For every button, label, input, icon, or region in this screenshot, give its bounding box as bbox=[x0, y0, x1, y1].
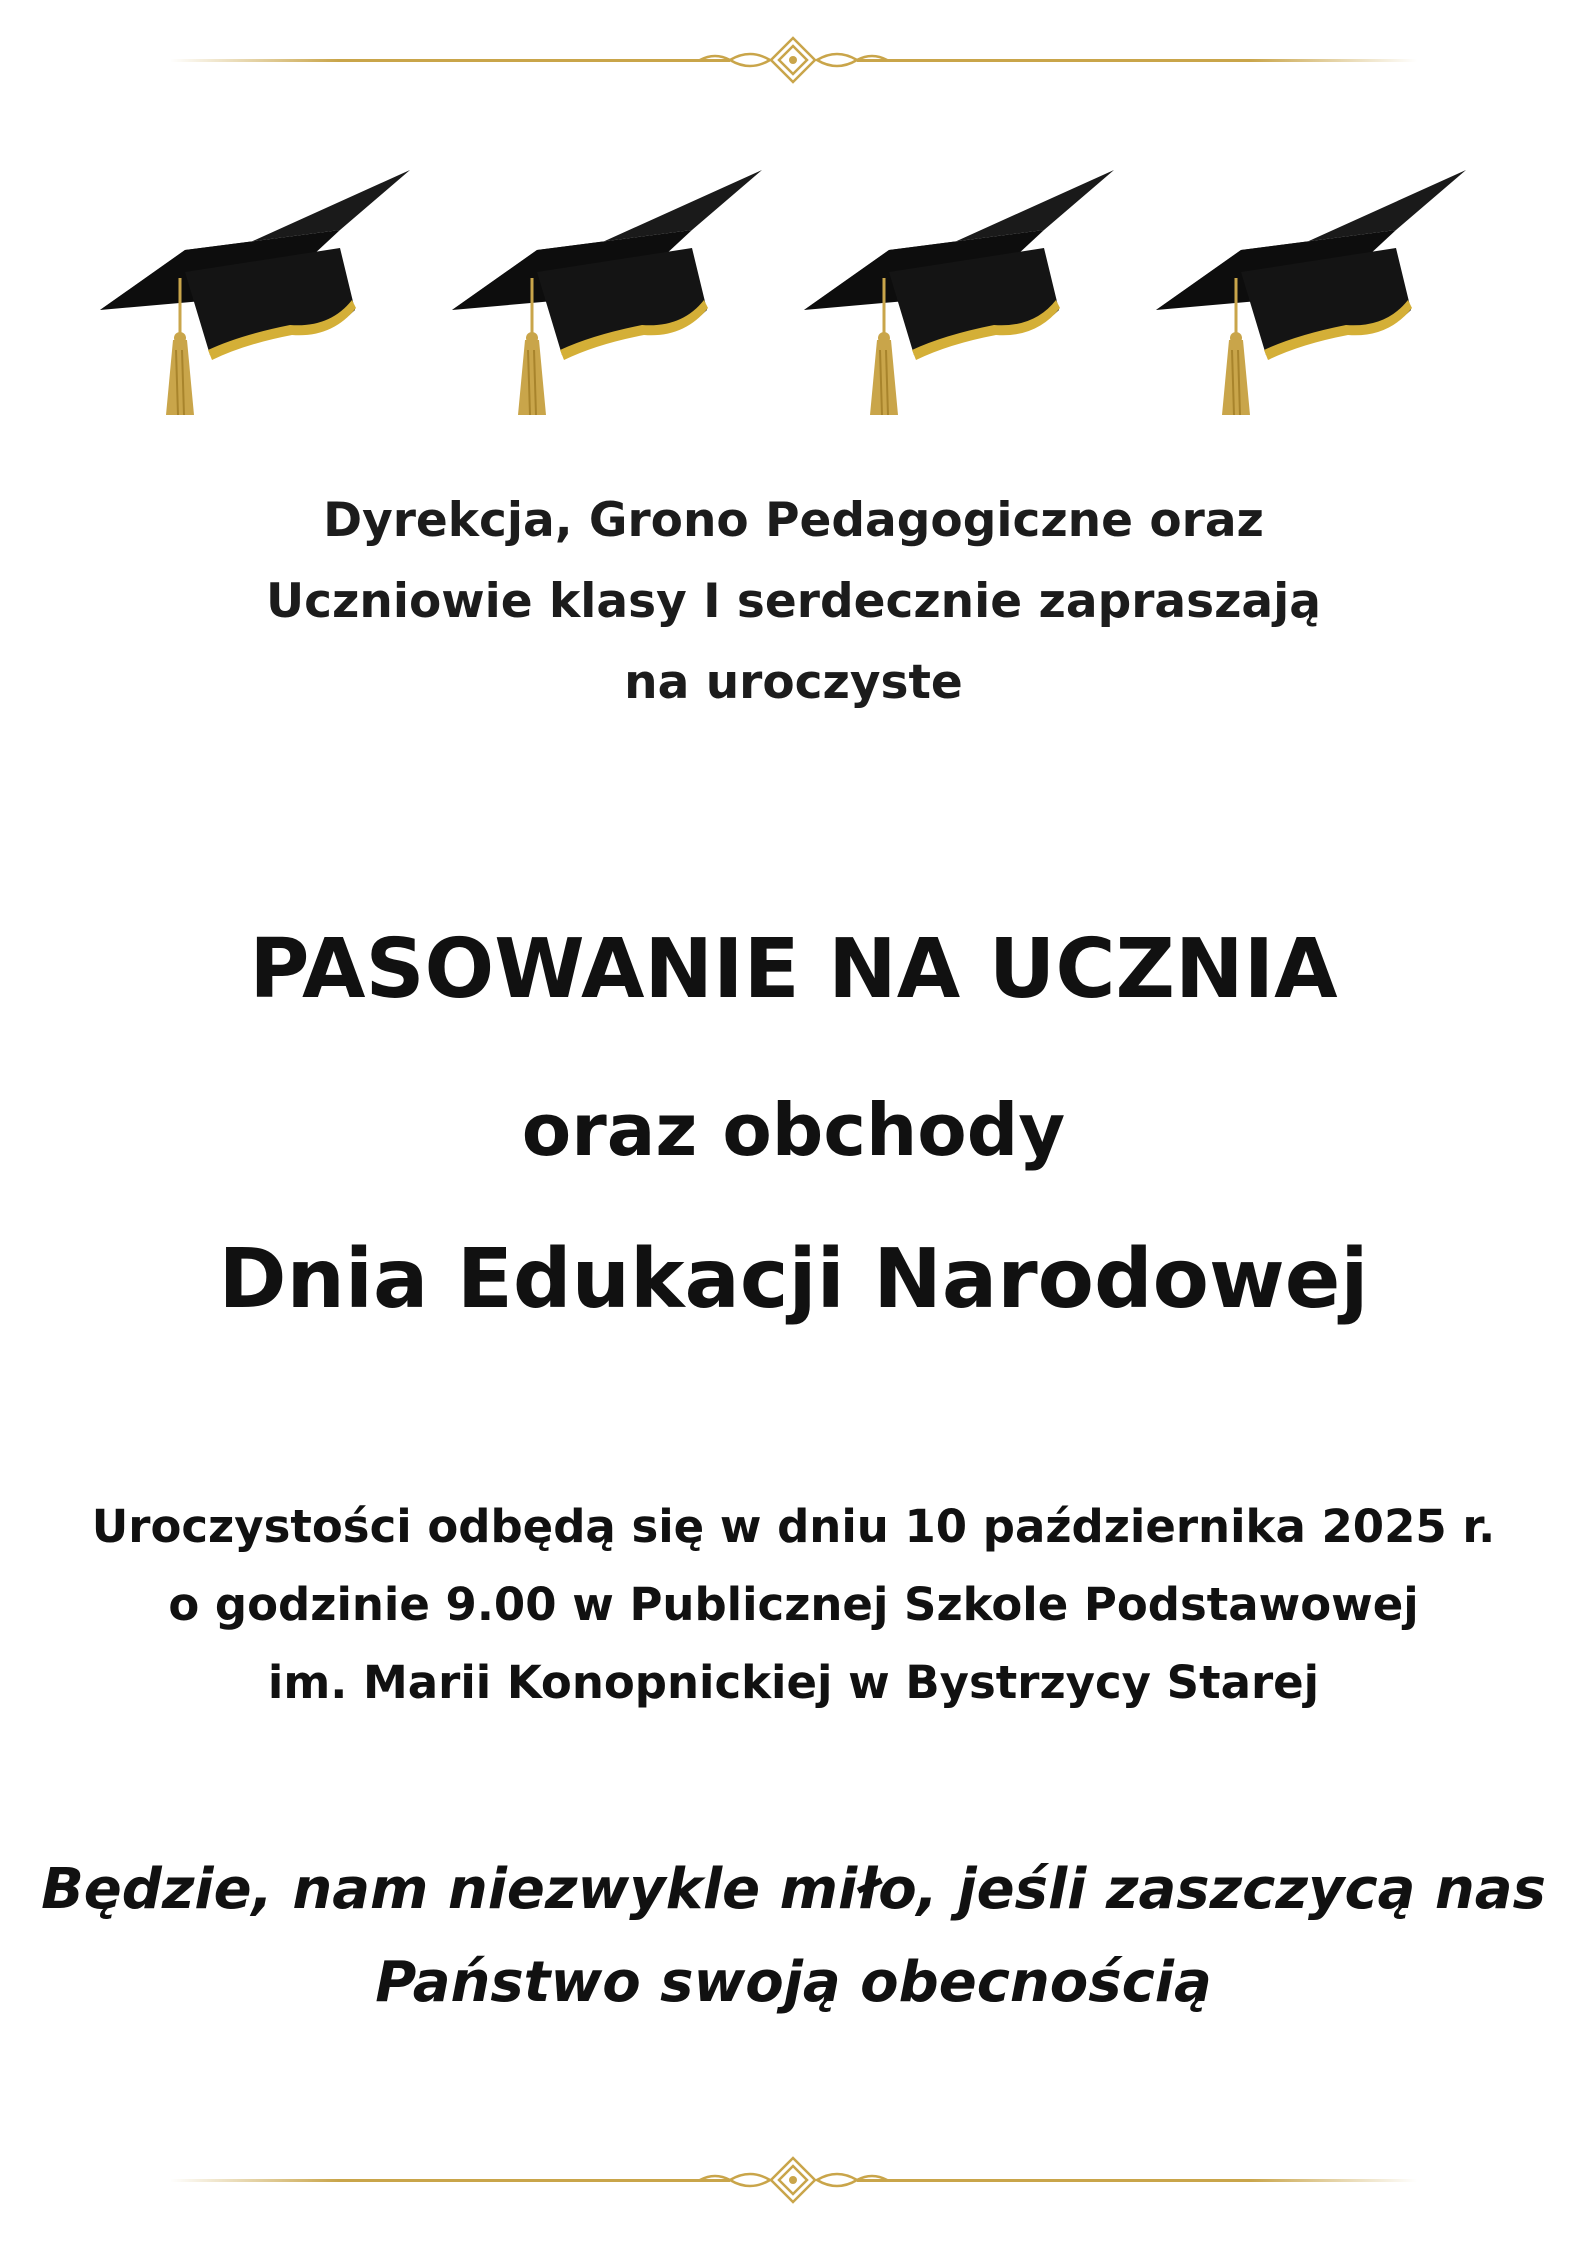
graduation-caps-row bbox=[90, 160, 1490, 430]
graduation-cap-icon bbox=[794, 160, 1114, 420]
top-divider-ornament-icon bbox=[170, 30, 1417, 90]
event-details bbox=[0, 1488, 1587, 1722]
graduation-cap-icon bbox=[90, 160, 410, 420]
graduation-cap-icon bbox=[442, 160, 762, 420]
closing-line: Państwo swoją obecnością bbox=[375, 1950, 1212, 2015]
intro-line: Dyrekcja, Grono Pedagogiczne oraz bbox=[323, 493, 1264, 548]
closing-line: Będzie, nam niezwykle miło, jeśli zaszczycą nas bbox=[41, 1857, 1546, 1922]
event-name: Dnia Edukacji Narodowej bbox=[218, 1232, 1369, 1327]
graduation-cap-icon bbox=[1146, 160, 1466, 420]
closing-message bbox=[0, 1843, 1587, 2029]
details-line: o godzinie 9.00 w Publicznej Szkole Podstawowej bbox=[168, 1578, 1419, 1631]
intro-line: na uroczyste bbox=[624, 655, 963, 710]
event-title: PASOWANIE NA UCZNIA bbox=[249, 922, 1338, 1017]
intro-line: Uczniowie klasy I serdecznie zapraszają bbox=[266, 574, 1321, 629]
details-line: im. Marii Konopnickiej w Bystrzycy Starej bbox=[267, 1656, 1320, 1709]
event-subtitle: oraz obchody bbox=[521, 1088, 1066, 1172]
bottom-divider-ornament-icon bbox=[170, 2150, 1417, 2210]
details-line: Uroczystości odbędą się w dniu 10 października 2025 r. bbox=[91, 1500, 1496, 1553]
invitation-intro bbox=[0, 480, 1587, 723]
